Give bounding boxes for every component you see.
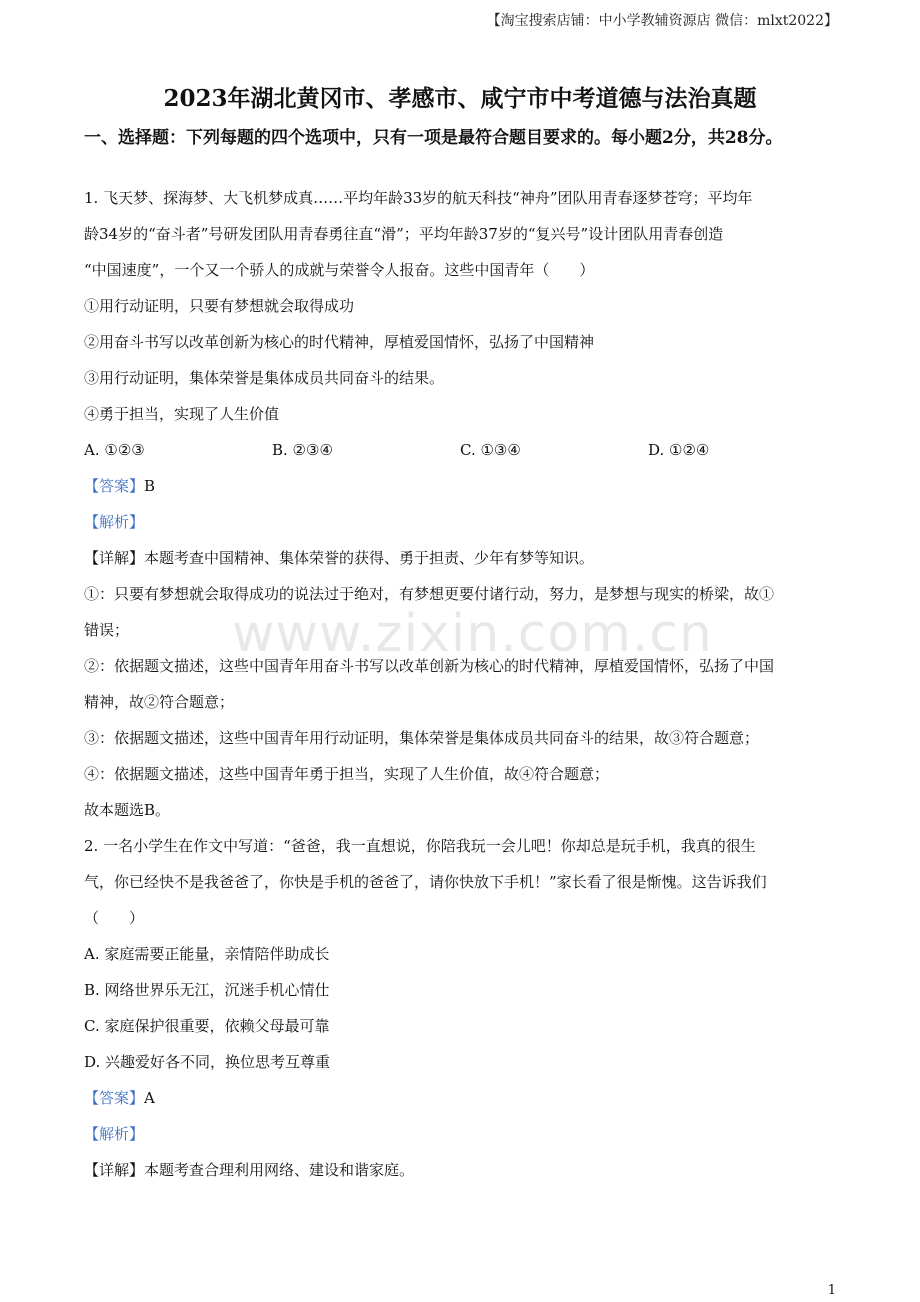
- analysis-label: 【解析】: [84, 1125, 145, 1143]
- q1-explanation: 精神，故②符合题意；: [84, 693, 235, 711]
- answer-value: B: [144, 477, 156, 495]
- header-note: 【淘宝搜索店铺：中小学教辅资源店 微信：mlxt2022】: [486, 13, 838, 29]
- q1-option-d: D. ①②④: [648, 441, 710, 459]
- q2-option-b: B. 网络世界乐无江，沉迷手机心情仕: [84, 981, 330, 999]
- q1-explanation: ④：依据题文描述，这些中国青年勇于担当，实现了人生价值，故④符合题意；: [84, 765, 610, 783]
- detail-label: 【详解】: [84, 1161, 145, 1179]
- page-number: 1: [827, 1283, 836, 1298]
- section-heading: 一、选择题：下列每题的四个选项中，只有一项是最符合题目要求的。每小题2分，共28分。: [84, 128, 783, 148]
- q2-option-c: C. 家庭保护很重要，依赖父母最可靠: [84, 1017, 330, 1035]
- q1-stem-line: “中国速度”，一个又一个骄人的成就与荣誉令人报奋。这些中国青年（ ）: [84, 261, 595, 279]
- q2-stem-line: 气，你已经快不是我爸爸了，你快是手机的爸爸了，请你快放下手机！”家长看了很是惭愧。这告诉我们: [84, 873, 767, 891]
- answer-value: A: [144, 1089, 155, 1107]
- q1-item: ④勇于担当，实现了人生价值: [84, 405, 280, 423]
- q2-option-d: D. 兴趣爱好各不同，换位思考互尊重: [84, 1053, 331, 1071]
- q1-item: ②用奋斗书写以改革创新为核心的时代精神，厚植爱国情怀，弘扬了中国精神: [84, 333, 595, 351]
- page-title: 2023年湖北黄冈市、孝感市、咸宁市中考道德与法治真题: [163, 85, 757, 112]
- question-body: [84, 180, 836, 1188]
- q1-detail: [84, 540, 836, 576]
- q1-conclusion: 故本题选B。: [84, 801, 171, 819]
- q1-explanation: ①：只要有梦想就会取得成功的说法过于绝对，有梦想更要付诸行动，努力，是梦想与现实的桥梁，故①: [84, 585, 775, 603]
- answer-label: 【答案】: [84, 477, 145, 495]
- q1-stem-line: 龄34岁的“奋斗者”号研发团队用青春勇往直“滑”；平均年龄37岁的“复兴号”设计团队用青春创造: [84, 225, 724, 243]
- analysis-label: 【解析】: [84, 513, 145, 531]
- q2-answer: [84, 1080, 836, 1116]
- q1-options: [84, 432, 836, 468]
- q2-stem-line: （ ）: [84, 909, 145, 927]
- q1-option-a: A. ①②③: [84, 441, 145, 459]
- q1-item: ①用行动证明，只要有梦想就会取得成功: [84, 297, 355, 315]
- q1-item: ③用行动证明，集体荣誉是集体成员共同奋斗的结果。: [84, 369, 445, 387]
- q1-stem-line: 1. 飞天梦、探海梦、大飞机梦成真……平均年龄33岁的航天科技“神舟”团队用青春逐梦苍穹；平均年: [84, 189, 753, 207]
- q1-explanation: 错误；: [84, 621, 130, 639]
- q2-stem-line: 2. 一名小学生在作文中写道：“爸爸，我一直想说，你陪我玩一会儿吧！你却总是玩手机，我真的很生: [84, 837, 756, 855]
- watermark: www.zixin.com.cn: [232, 604, 713, 664]
- q1-option-b: B. ②③④: [272, 441, 333, 459]
- detail-text: 本题考查中国精神、集体荣誉的获得、勇于担责、少年有梦等知识。: [144, 549, 595, 567]
- q2-option-a: A. 家庭需要正能量，亲情陪伴助成长: [84, 945, 330, 963]
- q1-explanation: ③：依据题文描述，这些中国青年用行动证明，集体荣誉是集体成员共同奋斗的结果，故③符合题意；: [84, 729, 760, 747]
- q1-answer: [84, 468, 836, 504]
- q1-explanation: ②：依据题文描述，这些中国青年用奋斗书写以改革创新为核心的时代精神，厚植爱国情怀，弘扬了中国: [84, 657, 775, 675]
- detail-text: 本题考查合理利用网络、建设和谐家庭。: [144, 1161, 415, 1179]
- detail-label: 【详解】: [84, 549, 145, 567]
- q1-analysis: [84, 504, 836, 540]
- q2-detail: [84, 1152, 836, 1188]
- q2-analysis: [84, 1116, 836, 1152]
- answer-label: 【答案】: [84, 1089, 145, 1107]
- q1-option-c: C. ①③④: [460, 441, 521, 459]
